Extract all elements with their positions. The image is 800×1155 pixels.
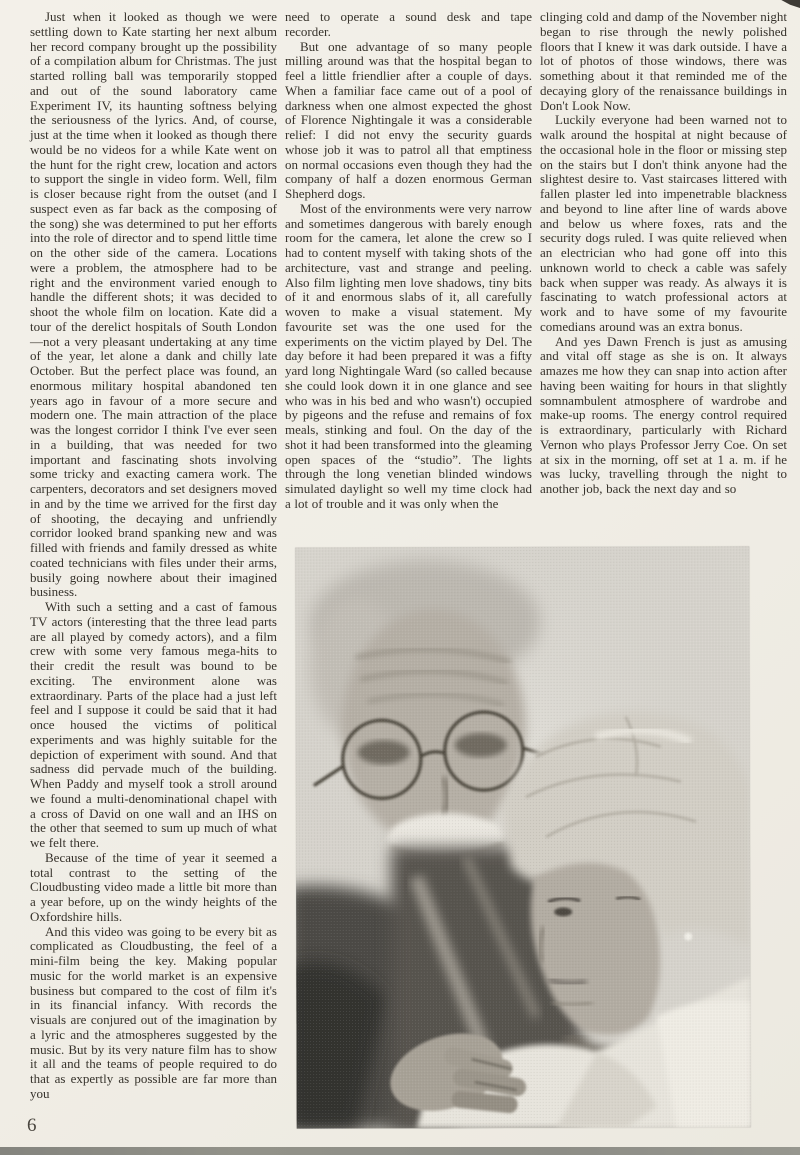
bw-photo-man-and-woman (295, 546, 751, 1128)
paragraph: Most of the environments were very narrow and sometimes dangerous with barely enough room for the camera, let alone the crew so I had to content myself with taking shots of the architecture, vast and strange and peeling. Also film lighting men love shadows, tiny bits of it and enormous slabs of it, all carefully woven to make a visual statement. My favourite set was the one used for the experiments on the victim played by Del. The day before it had been prepared it was a fifty yard long Nightingale Ward (so called because she could look down it in one glance and see who was in his bed and who wasn't) occupied by pigeons and the refuse and remains of fox meals, stinking and foul. On the day of the shot it had been transformed into the gleaming open spaces of the “studio”. The lights through the long venetian blinded windows simulated daylight so well my time clock had a lot of trouble and it was only when the (285, 200, 532, 511)
paragraph: Because of the time of year it seemed a total contrast to the setting of the Cloudbusting video made a little bit more than a year before, up on the windy heights of the Oxfordshire hills. (30, 849, 277, 924)
photo-illustration (295, 546, 751, 1128)
scan-artifact-corner (778, 0, 800, 8)
page-bottom-edge (0, 1147, 800, 1155)
page-number: 6 (27, 1115, 37, 1136)
paragraph: And this video was going to be every bit as complicated as Cloudbusting, the feel of a mini-film being the key. Making popular music for the world market is an expensive business but compared to the cost of film it's in its financial infancy. With records the visuals are conjured out of the imagination by a lyric and the atmospheres suggested by the music. But by its very nature film has to show it all and the teams of people required to do that as expertly as possible are far more than you (30, 923, 277, 1101)
paragraph: need to operate a sound desk and tape recorder. (285, 9, 532, 39)
paragraph: Just when it looked as though we were settling down to Kate starting her next album her record company brought up the possibility of a compilation album for Christmas. The just started rolling ball was temporarily stopped and out of the sound laboratory came Experiment IV, its haunting softness belying the seriousness of the lyrics. And, of course, just at the time when it looked as though there would be no videos for a while Kate went on the hunt for the right crew, location and actors to support the single in video form. Well, film is closer because right from the outset (and I suspect even as far back as the composing of the song) she was determined to put her efforts into the role of director and to spend little time on the other side of the camera. Locations were a problem, the atmosphere had to be right and the environment varied enough to handle the different shots; it was decided to shoot the whole film on location. Kate did a tour of the derelict hospitals of South London—not a very pleasant undertaking at any time of the year, let alone a dank and chilly late October. But the perfect place was found, an enormous military hospital abandoned ten years ago in favour of a more secure and modern one. The main attraction of the place was the longest corridor I think I've ever seen in a building, that was needed for two important and fascinating shots involving some tricky and exacting camera work. The carpenters, decorators and set designers moved in and by the time we arrived for the first day of shooting, the decaying and unfriendly corridor looked brand spanking new and was filled with friends and family dressed as white coated technicians with files under their arms, busily going nowhere about their imagined business. (30, 9, 278, 600)
paragraph: And yes Dawn French is just as amusing and vital off stage as she is on. It always amazes me how they can snap into action after having been waiting for hours in that slightly somnambulent atmosphere of wardrobe and make-up rooms. The energy control required is extraordinary, particularly with Richard Vernon who plays Professor Jerry Coe. On set at six in the morning, off set at 1 a. m. if he was lucky, travelling through the night to another job, back the next day and so (540, 333, 787, 496)
paragraph: Luckily everyone had been warned not to walk around the hospital at night because of the occasional hole in the floor or missing step on the stairs but I don't think anyone had the slightest desire to. Vast staircases littered with fallen plaster led into impenetrable blackness and beyond to line after line of wards above and below us where foxes, rats and the security dogs ruled. I was quite relieved when an electrician who had gone off into this unknown world to check a cable was safely back when supper was ready. As always it is fascinating to watch professional actors at work and to have some of my favourite comedians around was an extra bonus. (540, 112, 787, 334)
paragraph: But one advantage of so many people milling around was that the hospital began to feel a little friendlier after a couple of days. When a familiar face came out of a pool of darkness when one almost expected the ghost of Florence Nightingale it was a considerable relief: I did not envy the security guards whose job it was to patrol all that emptiness on normal occasions even though they had the company of half a dozen enormous German Shepherd dogs. (285, 38, 532, 201)
paragraph: With such a setting and a cast of famous TV actors (interesting that the three lead parts are all played by comedy actors), and a film crew with some very famous mega-hits to their credit the result was bound to be exciting. The environment alone was extraordinary. Parts of the place had a just left feel and I suppose it could be said that it had once housed the victims of political experiments and was highly suitable for the depiction of experiment with sound. And that sadness did pervade much of the building. When Paddy and myself took a stroll around we found a multi-denominational chapel with a cross of David on one wall and an IHS on the other that seemed to sum up much of what we felt there. (30, 599, 277, 850)
text-column-1 (30, 10, 277, 1102)
paragraph: clinging cold and damp of the November night began to rise through the newly polished floors that I knew it was dark outside. I have a lot of photos of those windows, there was something about it that reminded me of the decaying glory of the renaissance buildings in Don't Look Now. (540, 9, 787, 113)
